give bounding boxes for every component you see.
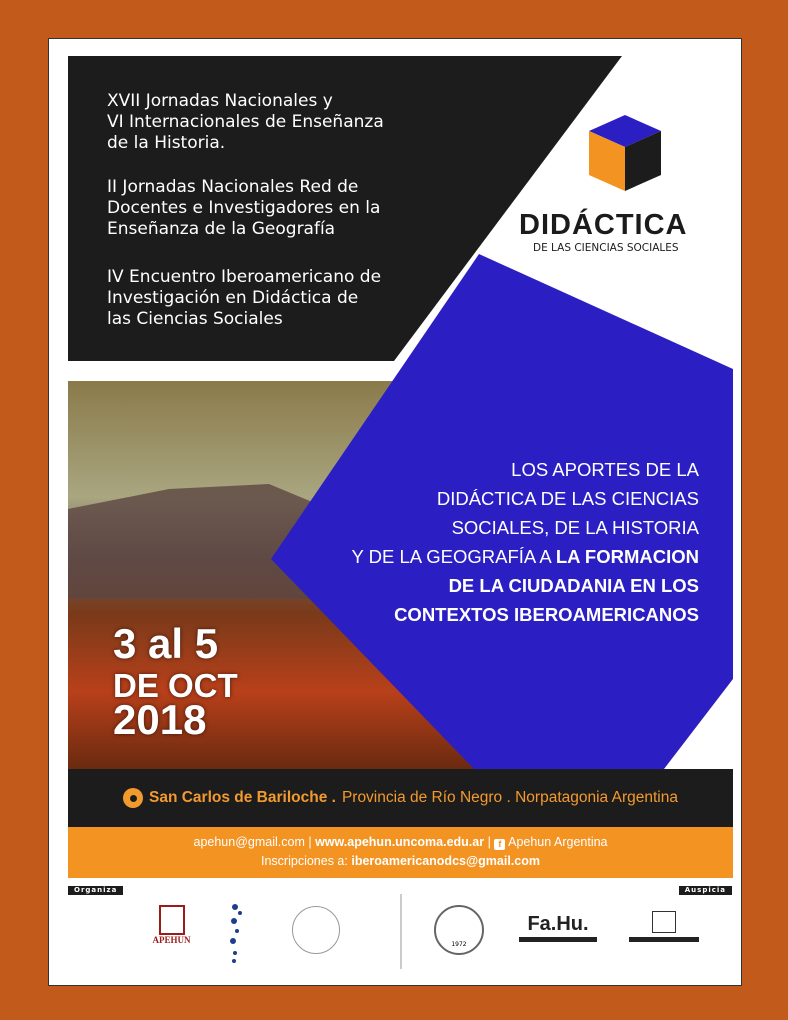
fce-logo xyxy=(629,911,699,942)
logo-title: DIDÁCTICA xyxy=(519,209,688,241)
date-month: DE OCT xyxy=(113,667,238,704)
redcs-logo xyxy=(292,906,340,954)
facebook-icon: f xyxy=(494,839,505,850)
facebook-link[interactable]: Apehun Argentina xyxy=(508,835,608,849)
contact-email[interactable]: apehun@gmail.com | xyxy=(193,835,312,849)
date-days: 3 al 5 xyxy=(113,620,219,667)
date-year: 2018 xyxy=(113,696,207,743)
location-city: San Carlos de Bariloche . xyxy=(149,789,336,806)
intro-block-2: II Jornadas Nacionales Red de Docentes e Investigadores en la Enseñanza de la Geografía xyxy=(107,177,381,239)
fahu-logo: Fa.Hu. xyxy=(519,913,597,942)
registration-email[interactable]: iberoamericanodcs@gmail.com xyxy=(351,854,540,868)
apehun-logo: APEHUN xyxy=(149,905,194,945)
poster xyxy=(48,38,742,986)
logo-subtitle: DE LAS CIENCIAS SOCIALES xyxy=(533,242,679,254)
cube-logo-icon xyxy=(589,115,661,191)
location-region: Provincia de Río Negro . Norpatagonia Argentina xyxy=(341,789,678,806)
organiza-label: Organiza xyxy=(68,886,123,895)
intro-block-3: IV Encuentro Iberoamericano de Investigación en Didáctica de las Ciencias Sociales xyxy=(107,267,382,329)
headline: LOS APORTES DE LA DIDÁCTICA DE LAS CIENCIAS SOCIALES, DE LA HISTORIA Y DE LA GEOGRAFÍA A LA FORMACION DE LA CIUDADANIA EN LOS CONTEXTOS IBEROAMERICANOS xyxy=(351,459,699,625)
location-bar xyxy=(68,769,733,827)
red-docentes-logo xyxy=(229,901,249,966)
auspicia-label: Auspicia xyxy=(679,886,732,895)
location-pin-icon xyxy=(123,788,143,808)
contact-bar: apehun@gmail.com | www.apehun.uncoma.edu.ar | f Apehun Argentina Inscripciones a: iberoamericanodcs@gmail.com xyxy=(68,827,733,878)
uncoma-seal-logo: 1972 xyxy=(434,905,484,955)
website-link[interactable]: www.apehun.uncoma.edu.ar xyxy=(315,835,485,849)
intro-block-1: XVII Jornadas Nacionales y VI Internacionales de Enseñanza de la Historia. xyxy=(107,91,384,153)
